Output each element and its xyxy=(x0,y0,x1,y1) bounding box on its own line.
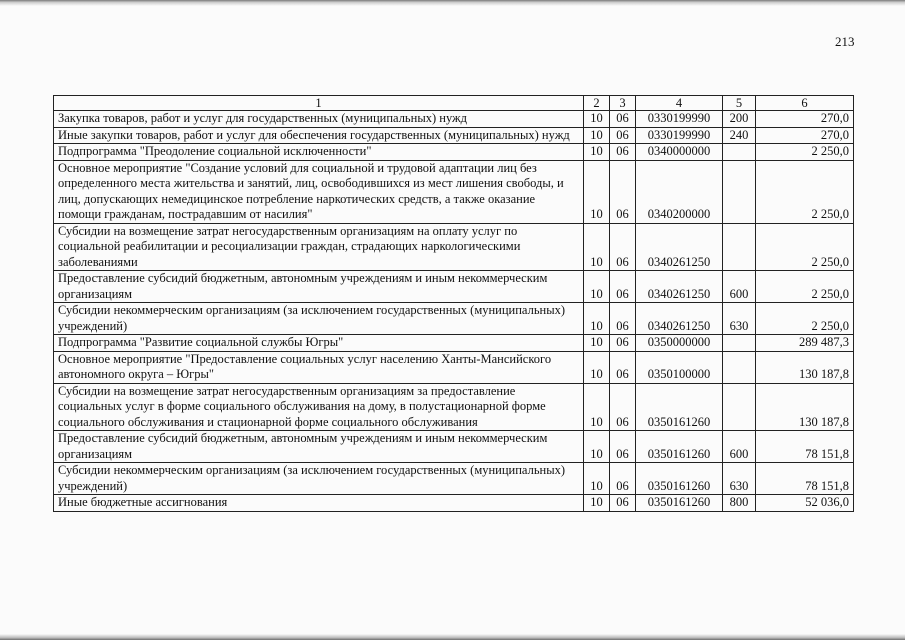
row-section: 10 xyxy=(584,335,610,352)
row-section: 10 xyxy=(584,383,610,431)
row-sum: 130 187,8 xyxy=(756,351,854,383)
table-row xyxy=(54,160,854,223)
row-sum: 78 151,8 xyxy=(756,431,854,463)
header-col-1: 1 xyxy=(54,96,584,111)
row-section: 10 xyxy=(584,223,610,271)
row-target-code: 0330199990 xyxy=(636,127,723,144)
table-row xyxy=(54,127,854,144)
table-row xyxy=(54,223,854,271)
row-expense-type: 240 xyxy=(723,127,756,144)
row-target-code: 0340200000 xyxy=(636,160,723,223)
row-name: Иные бюджетные ассигнования xyxy=(54,495,584,512)
row-name: Подпрограмма "Преодоление социальной исключенности" xyxy=(54,144,584,161)
row-subsection: 06 xyxy=(610,223,636,271)
row-name: Субсидии на возмещение затрат негосударственным организациям за предоставление социальных услуг в форме социального обслуживания на дому, в полустационарной форме социального обслуживания и стационарной форме социального обслуживания xyxy=(54,383,584,431)
row-sum: 289 487,3 xyxy=(756,335,854,352)
row-expense-type xyxy=(723,335,756,352)
table-header-row xyxy=(54,96,854,111)
row-subsection: 06 xyxy=(610,383,636,431)
row-target-code: 0330199990 xyxy=(636,111,723,128)
scan-edge-top xyxy=(0,0,905,6)
scan-edge-bottom xyxy=(0,634,905,640)
row-target-code: 0340261250 xyxy=(636,303,723,335)
row-section: 10 xyxy=(584,351,610,383)
row-subsection: 06 xyxy=(610,495,636,512)
row-expense-type: 630 xyxy=(723,463,756,495)
page-number: 213 xyxy=(835,34,855,49)
row-target-code: 0350161260 xyxy=(636,463,723,495)
row-name: Субсидии некоммерческим организациям (за исключением государственных (муниципальных) учреждений) xyxy=(54,303,584,335)
row-subsection: 06 xyxy=(610,351,636,383)
row-sum: 2 250,0 xyxy=(756,223,854,271)
table-row xyxy=(54,383,854,431)
row-sum: 2 250,0 xyxy=(756,160,854,223)
row-target-code: 0350161260 xyxy=(636,431,723,463)
row-expense-type xyxy=(723,351,756,383)
table-row xyxy=(54,144,854,161)
row-sum: 52 036,0 xyxy=(756,495,854,512)
row-subsection: 06 xyxy=(610,111,636,128)
row-subsection: 06 xyxy=(610,431,636,463)
row-target-code: 0340261250 xyxy=(636,271,723,303)
row-expense-type: 600 xyxy=(723,431,756,463)
header-col-6: 6 xyxy=(756,96,854,111)
row-subsection: 06 xyxy=(610,463,636,495)
row-sum: 2 250,0 xyxy=(756,271,854,303)
row-sum: 130 187,8 xyxy=(756,383,854,431)
table-row xyxy=(54,303,854,335)
header-col-2: 2 xyxy=(584,96,610,111)
header-col-4: 4 xyxy=(636,96,723,111)
row-sum: 2 250,0 xyxy=(756,144,854,161)
row-target-code: 0350100000 xyxy=(636,351,723,383)
row-sum: 78 151,8 xyxy=(756,463,854,495)
row-expense-type: 630 xyxy=(723,303,756,335)
table-row xyxy=(54,111,854,128)
row-subsection: 06 xyxy=(610,335,636,352)
row-section: 10 xyxy=(584,303,610,335)
row-name: Предоставление субсидий бюджетным, автономным учреждениям и иным некоммерческим организациям xyxy=(54,271,584,303)
row-section: 10 xyxy=(584,463,610,495)
row-sum: 2 250,0 xyxy=(756,303,854,335)
row-target-code: 0350000000 xyxy=(636,335,723,352)
row-expense-type xyxy=(723,160,756,223)
row-section: 10 xyxy=(584,144,610,161)
row-name: Субсидии на возмещение затрат негосударственным организациям на оплату услуг по социальной реабилитации и ресоциализации граждан, страдающих наркологическими заболеваниями xyxy=(54,223,584,271)
row-name: Иные закупки товаров, работ и услуг для обеспечения государственных (муниципальных) нужд xyxy=(54,127,584,144)
row-expense-type: 800 xyxy=(723,495,756,512)
row-sum: 270,0 xyxy=(756,127,854,144)
table-row xyxy=(54,271,854,303)
row-subsection: 06 xyxy=(610,160,636,223)
row-section: 10 xyxy=(584,271,610,303)
row-target-code: 0350161260 xyxy=(636,495,723,512)
budget-table xyxy=(53,95,854,512)
row-expense-type: 200 xyxy=(723,111,756,128)
row-subsection: 06 xyxy=(610,303,636,335)
row-section: 10 xyxy=(584,160,610,223)
row-target-code: 0340261250 xyxy=(636,223,723,271)
row-name: Предоставление субсидий бюджетным, автономным учреждениям и иным некоммерческим организациям xyxy=(54,431,584,463)
table-row xyxy=(54,463,854,495)
row-name: Основное мероприятие "Предоставление социальных услуг населению Ханты-Мансийского автономного округа – Югры" xyxy=(54,351,584,383)
row-target-code: 0340000000 xyxy=(636,144,723,161)
row-name: Субсидии некоммерческим организациям (за исключением государственных (муниципальных) учреждений) xyxy=(54,463,584,495)
row-subsection: 06 xyxy=(610,127,636,144)
row-expense-type: 600 xyxy=(723,271,756,303)
table-row xyxy=(54,495,854,512)
row-expense-type xyxy=(723,223,756,271)
row-target-code: 0350161260 xyxy=(636,383,723,431)
header-col-5: 5 xyxy=(723,96,756,111)
row-name: Основное мероприятие "Создание условий для социальной и трудовой адаптации лиц без определенного места жительства и занятий, лиц, освободившихся из мест лишения свободы, и лиц, допускающих немедицинское потребление наркотических средств, а также оказание помощи гражданам, пострадавшим от насилия" xyxy=(54,160,584,223)
table-row xyxy=(54,335,854,352)
row-subsection: 06 xyxy=(610,144,636,161)
row-expense-type xyxy=(723,144,756,161)
row-name: Подпрограмма "Развитие социальной службы Югры" xyxy=(54,335,584,352)
row-section: 10 xyxy=(584,127,610,144)
row-section: 10 xyxy=(584,431,610,463)
row-sum: 270,0 xyxy=(756,111,854,128)
table-row xyxy=(54,351,854,383)
row-expense-type xyxy=(723,383,756,431)
header-col-3: 3 xyxy=(610,96,636,111)
row-section: 10 xyxy=(584,495,610,512)
row-section: 10 xyxy=(584,111,610,128)
row-name: Закупка товаров, работ и услуг для государственных (муниципальных) нужд xyxy=(54,111,584,128)
row-subsection: 06 xyxy=(610,271,636,303)
table-row xyxy=(54,431,854,463)
